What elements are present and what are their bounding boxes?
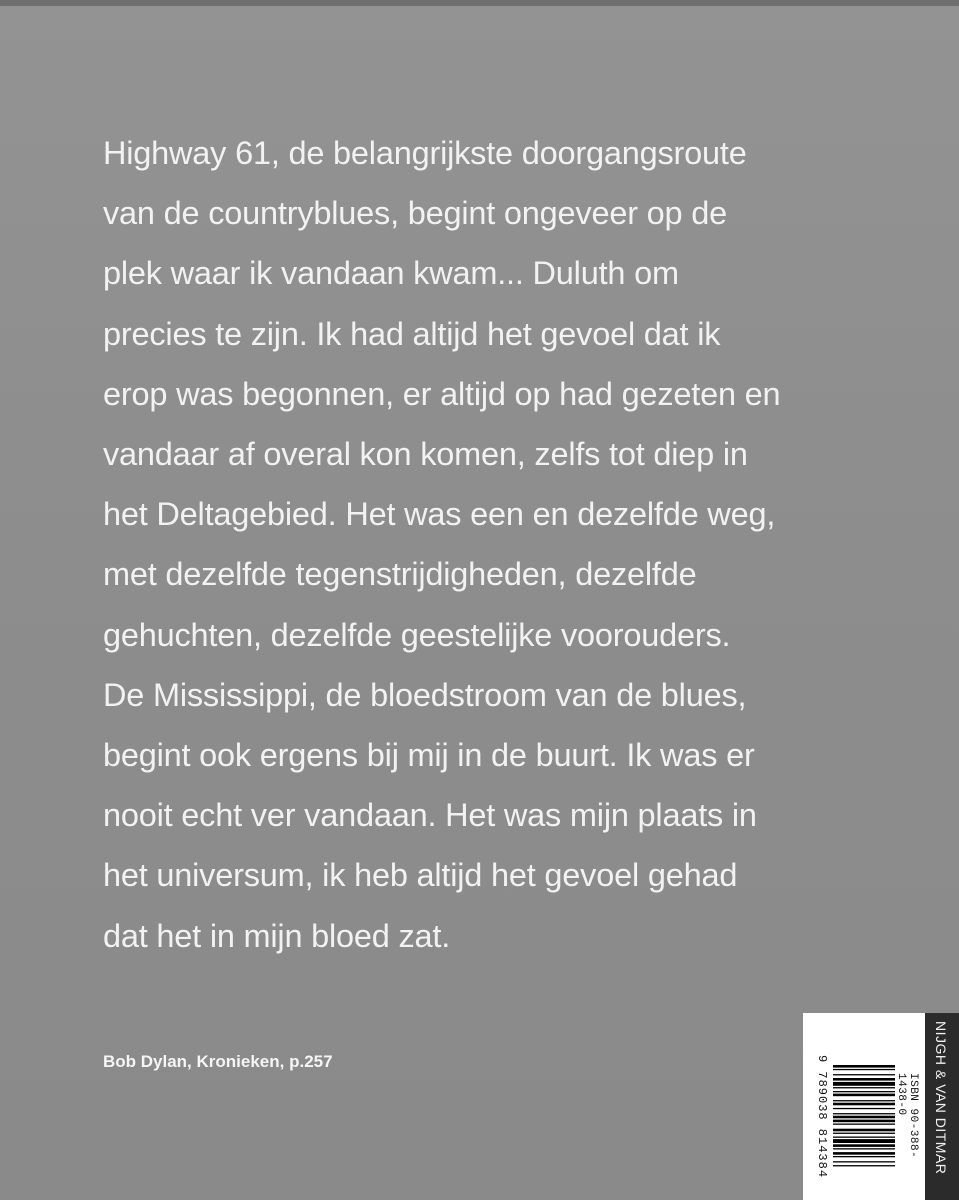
ean-number: 9 789038 814384 xyxy=(815,1055,829,1179)
quote-line: erop was begonnen, er altijd op had gezeten en xyxy=(103,375,781,412)
publisher-name: NIJGH & VAN DITMAR xyxy=(933,1021,949,1175)
quote-line: nooit echt ver vandaan. Het was mijn plaats in xyxy=(103,797,757,834)
quote-line: vandaar af overal kon komen, zelfs tot diep in xyxy=(103,436,748,473)
quote-line: begint ook ergens bij mij in de buurt. Ik was er xyxy=(103,737,755,774)
quote-line: dat het in mijn bloed zat. xyxy=(103,917,451,954)
quote-line: De Mississippi, de bloedstroom van de blues, xyxy=(103,676,747,713)
quote-line: van de countryblues, begint ongeveer op de xyxy=(103,195,728,232)
quote-line: het universum, ik heb altijd het gevoel gehad xyxy=(103,857,738,894)
publisher-strip xyxy=(925,1013,959,1200)
quote-line: Highway 61, de belangrijkste doorgangsroute xyxy=(103,135,747,171)
quote-line: precies te zijn. Ik had altijd het gevoel dat ik xyxy=(103,315,721,352)
barcode-icon xyxy=(833,1065,895,1195)
quote-attribution: Bob Dylan, Kronieken, p.257 xyxy=(103,1052,333,1071)
blurb-quote xyxy=(103,123,843,966)
quote-line: het Deltagebied. Het was een en dezelfde weg, xyxy=(103,496,776,533)
barcode-label xyxy=(803,1013,925,1200)
quote-line: gehuchten, dezelfde geestelijke voorouders. xyxy=(103,616,731,653)
quote-line: plek waar ik vandaan kwam... Duluth om xyxy=(103,255,679,292)
cover-top-edge xyxy=(0,0,959,6)
isbn-number: ISBN 90-388-1438-0 xyxy=(895,1073,919,1159)
quote-line: met dezelfde tegenstrijdigheden, dezelfde xyxy=(103,556,697,593)
